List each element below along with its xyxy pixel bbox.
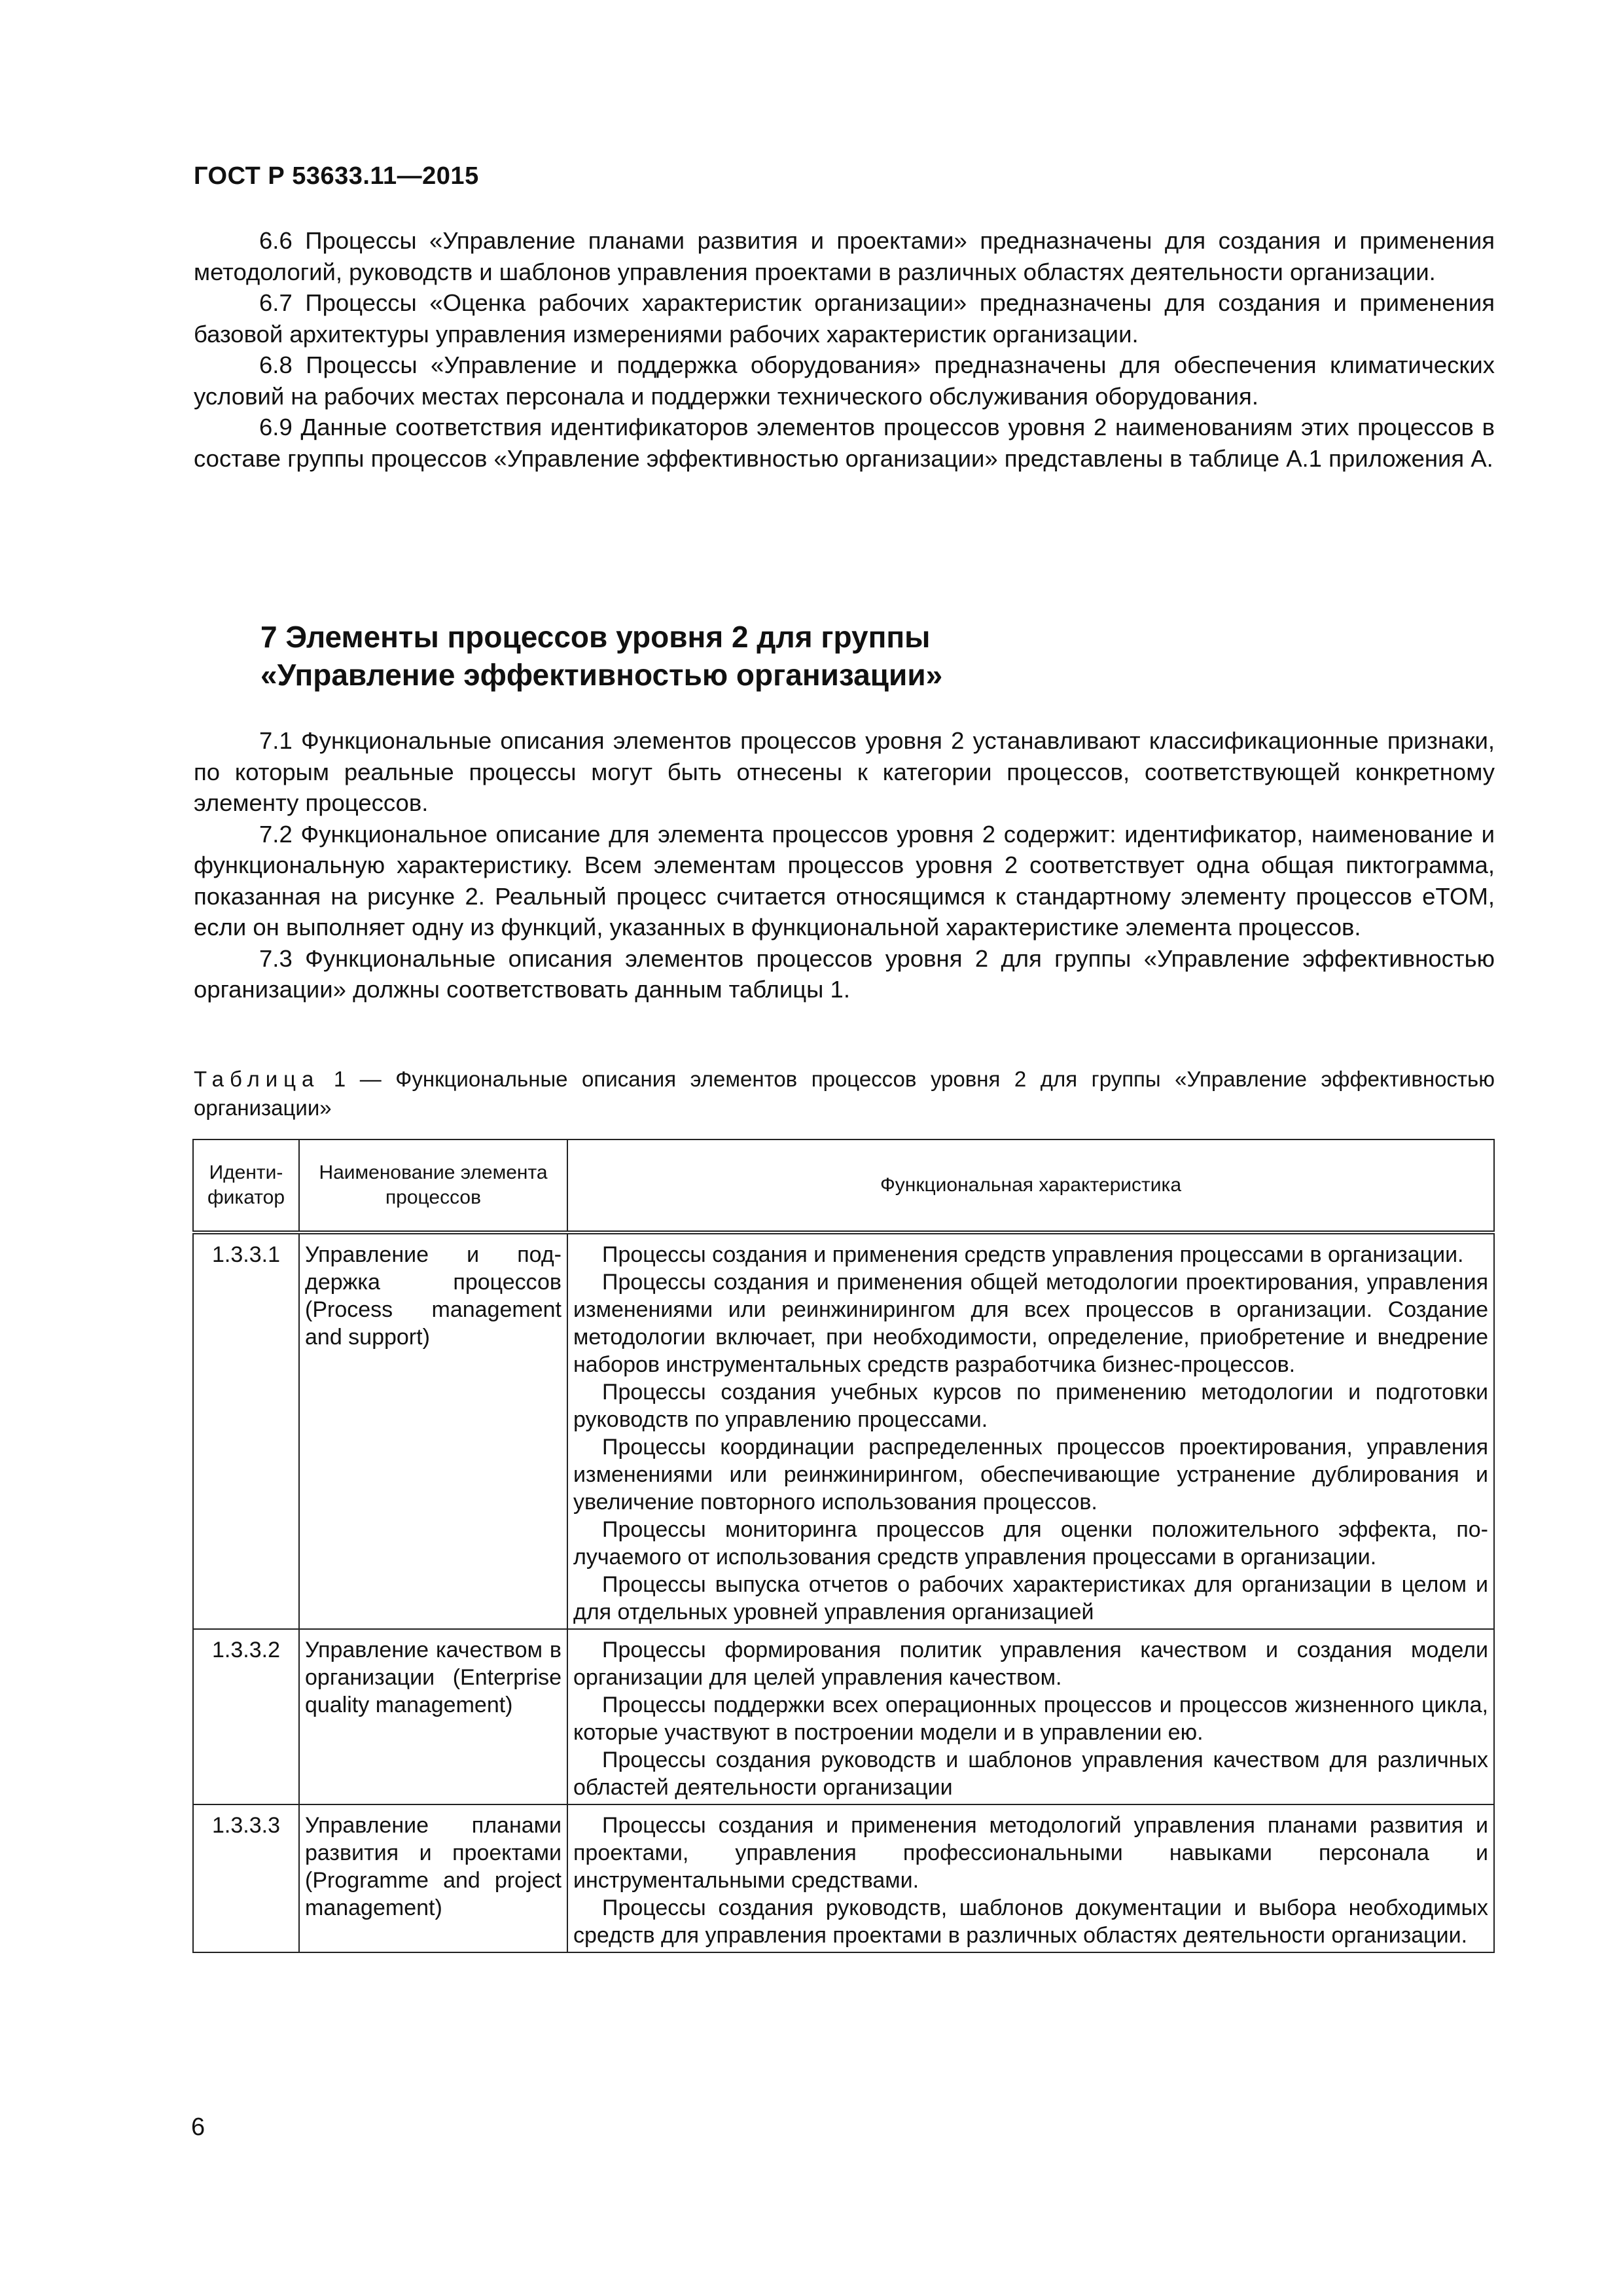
table-caption-text: 1 — Функциональные описания элементов процессов уровня 2 для группы «Управление эффективностью организации»: [194, 1067, 1495, 1120]
process-elements-table: [192, 1139, 1495, 1953]
table-caption: [194, 1065, 1495, 1122]
header-functional-description: Функциональная характеристика: [567, 1139, 1494, 1232]
cell-element-name: Управление и поддержка процессов (Process management and support): [299, 1232, 567, 1629]
cell-identifier: 1.3.3.2: [193, 1629, 299, 1804]
paragraph-6-9: 6.9 Данные соответствия идентификаторов элементов процессов уровня 2 наименованиям этих процессов в составе группы процессов «Управление эффективностью организации» представлены в таблице А.1 приложения А.: [194, 414, 1495, 472]
section-paragraphs: [194, 725, 1495, 1005]
section-title-line-2: «Управление эффективностью организации»: [260, 658, 943, 692]
cell-element-name: Управление планами развития и проектами (Programme and project management): [299, 1804, 567, 1952]
description-paragraph: Процессы создания учебных курсов по применению методологии и подготовки руководств по управлению процессами.: [573, 1380, 1488, 1432]
cell-identifier: 1.3.3.1: [193, 1232, 299, 1629]
paragraph-6-6: 6.6 Процессы «Управление планами развития и проектами» предназначены для создания и применения методологий, руководств и шаблонов управления проектами в различных областях деятельности организации.: [194, 227, 1495, 285]
description-paragraph: Процессы создания и применения методологий управления планами развития и проектами, управления профессиональными навыками персонала и инструментальными средствами.: [573, 1813, 1488, 1893]
table-row: [193, 1804, 1494, 1952]
paragraph-7-1: 7.1 Функциональные описания элементов процессов уровня 2 устанавливают классификационные признаки, по которым реальные процессы могут быть отнесены к категории процессов, соответствующей конкретному элементу процессов.: [194, 727, 1495, 816]
description-paragraph: Процессы создания и применения общей методологии проектирования, управления изменениями или реинжинирингом для всех процессов в организации. Создание методологии включает, при необходимости, определение, приобретение и внедрение наборов инструментальных средств разработчика бизнес-процессов.: [573, 1270, 1488, 1377]
table-header-row: [193, 1139, 1494, 1232]
cell-identifier: 1.3.3.3: [193, 1804, 299, 1952]
intro-paragraphs: [194, 225, 1495, 474]
cell-description: [567, 1232, 1494, 1629]
section-title-line-1: 7 Элементы процессов уровня 2 для группы: [260, 620, 931, 654]
section-7-title: [260, 618, 1438, 694]
description-paragraph: Процессы создания и применения средств управления процессами в организации.: [602, 1242, 1464, 1267]
cell-element-name: Управление качеством в организации (Enterprise quality management): [299, 1629, 567, 1804]
table-row: [193, 1232, 1494, 1629]
description-paragraph: Процессы поддержки всех операционных процессов и процессов жизненного цикла, которые участвуют в построении модели и в управлении ею.: [573, 1693, 1488, 1745]
paragraph-7-2: 7.2 Функциональное описание для элемента процессов уровня 2 содержит: идентификатор, наименование и функциональную характеристику. Всем элементам процессов уровня 2 соответствует одна общая пиктограмма, показанная на рисунке 2. Реальный процесс считается относящимся к стандартному элементу процессов eTOM, если он выполняет одну из функций, указанных в функциональной характеристике элемента процессов.: [194, 820, 1495, 941]
document-header: ГОСТ Р 53633.11—2015: [194, 162, 479, 190]
description-paragraph: Процессы формирования политик управления качеством и создания модели организации для целей управления качеством.: [573, 1638, 1488, 1690]
paragraph-6-8: 6.8 Процессы «Управление и поддержка оборудования» предназначены для обеспечения климатических условий на рабочих местах персонала и поддержки технического обслуживания оборудования.: [194, 351, 1495, 410]
table-caption-label: Таблица: [194, 1067, 320, 1091]
table-row: [193, 1629, 1494, 1804]
description-paragraph: Процессы выпуска отчетов о рабочих характеристиках для организации в целом и для отдельных уровней управления организацией: [573, 1572, 1488, 1624]
cell-description: [567, 1629, 1494, 1804]
description-paragraph: Процессы создания руководств и шаблонов управления качеством для различных областей деятельности организации: [573, 1748, 1488, 1800]
page-number: 6: [191, 2113, 205, 2141]
header-element-name: Наименование элемента процессов: [299, 1139, 567, 1232]
description-paragraph: Процессы мониторинга процессов для оценки положительного эффекта, получаемого от использования средств управления процессами в организации.: [573, 1517, 1488, 1570]
description-paragraph: Процессы создания руководств, шаблонов документации и выбора необходимых средств для управления проектами в различных областях деятельности организации.: [573, 1895, 1488, 1948]
paragraph-6-7: 6.7 Процессы «Оценка рабочих характеристик организации» предназначены для создания и применения базовой архитектуры управления измерениями рабочих характеристик организации.: [194, 289, 1495, 348]
description-paragraph: Процессы координации распределенных процессов проектирования, управления изменениями или реинжинирингом, обеспечивающие устранение дублирования и увеличение повторного использования процессов.: [573, 1435, 1488, 1515]
cell-description: [567, 1804, 1494, 1952]
header-identifier: Идентификатор: [193, 1139, 299, 1232]
paragraph-7-3: 7.3 Функциональные описания элементов процессов уровня 2 для группы «Управление эффективностью организации» должны соответствовать данным таблицы 1.: [194, 944, 1495, 1003]
